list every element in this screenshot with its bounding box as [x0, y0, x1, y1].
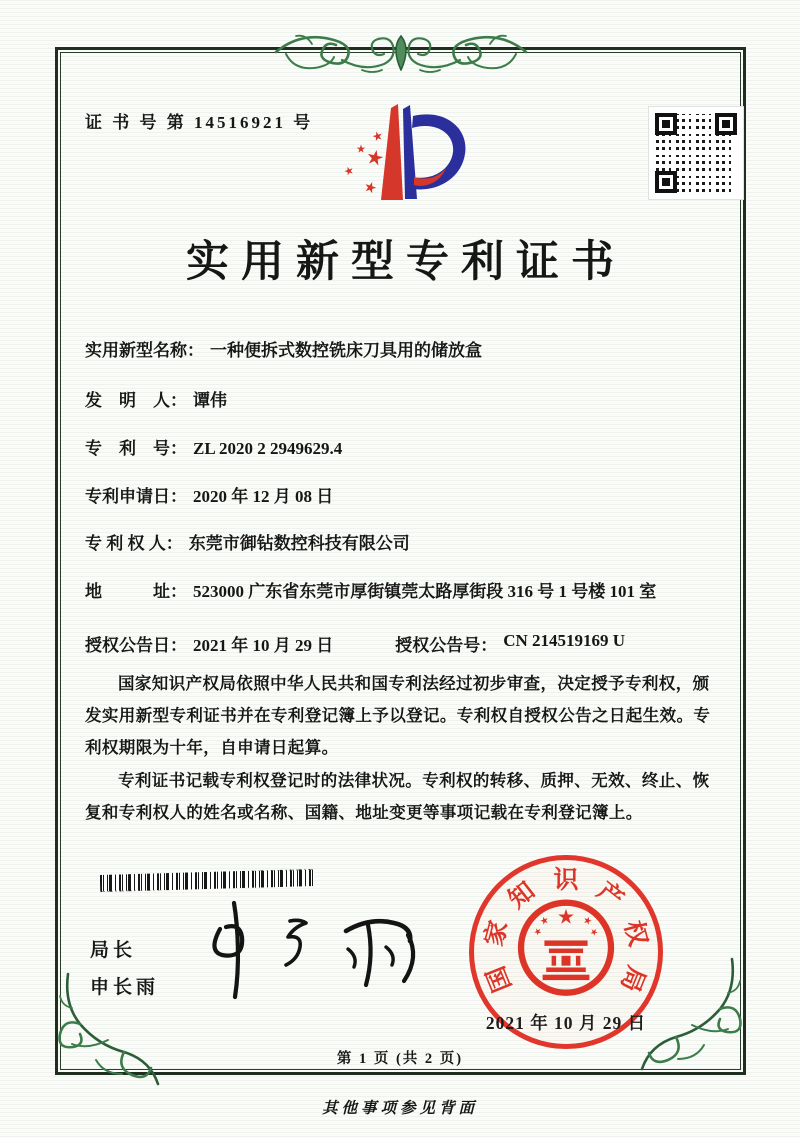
field-address: [85, 579, 725, 605]
national-emblem-icon: [512, 894, 620, 1002]
seal-char: 国: [482, 962, 517, 996]
field-value: ZL 2020 2 2949629.4: [193, 439, 343, 458]
certificate-title: 实用新型专利证书: [186, 239, 626, 286]
field-value: 2020 年 12 月 08 日: [193, 487, 334, 506]
qr-finder-top-right: [715, 113, 737, 135]
field-value: 2021 年 10 月 29 日: [193, 636, 334, 655]
seal-char: 权: [618, 917, 652, 950]
page-number: 第 1 页 (共 2 页): [336, 1051, 464, 1067]
field-application-date: [85, 484, 725, 510]
field-patent-number: [85, 436, 725, 462]
field-utility-model-name: [85, 338, 725, 364]
field-value: 东莞市御钻数控科技有限公司: [188, 534, 410, 553]
field-label: 专利申请日：: [85, 487, 187, 506]
field-inventor: [85, 388, 725, 414]
seal-char: 局: [615, 962, 650, 996]
qr-finder-top-left: [655, 113, 677, 135]
grant-info-row: [85, 631, 745, 656]
field-value: 一种便拆式数控铣床刀具用的储放盒: [210, 341, 482, 360]
field-label: 实用新型名称：: [85, 341, 204, 360]
field-label: 专 利 号：: [85, 439, 187, 458]
qr-code-modules: [656, 114, 736, 192]
field-value: 523000 广东省东莞市厚街镇莞太路厚街段 316 号 1 号楼 101 室: [193, 582, 657, 601]
seal-char: 产: [591, 877, 629, 914]
field-label: 授权公告号：: [395, 636, 498, 655]
legal-text-block: [85, 668, 719, 829]
field-grant-number: [395, 631, 625, 656]
field-label: 授权公告日：: [85, 636, 187, 655]
legal-paragraph-1: 国家知识产权局依照中华人民共和国专利法经过初步审查，决定授予专利权，颁发实用新型专利证书并在专利登记簿上予以登记。专利权自授权公告之日起生效。专利权期限为十年，自申请日起算。: [85, 674, 711, 758]
qr-code: [648, 106, 744, 200]
signatory-title: 局长: [90, 940, 137, 961]
seal-char: 知: [503, 877, 541, 914]
qr-finder-bottom-left: [655, 171, 677, 193]
field-value: CN 214519169 U: [503, 631, 626, 650]
seal-char: 识: [553, 867, 579, 894]
field-label: 地 址：: [85, 582, 187, 601]
field-grant-date: [85, 631, 333, 656]
seal-char: 家: [480, 917, 514, 950]
field-label: 发 明 人：: [85, 391, 187, 410]
official-seal: [469, 855, 663, 1049]
seal-date: 2021 年 10 月 29 日: [485, 1013, 647, 1033]
field-label: 专 利 权 人：: [85, 534, 183, 553]
field-patentee: [85, 531, 725, 557]
signatory-name: 申长雨: [90, 977, 160, 998]
back-note: 其他事项参见背面: [321, 1100, 478, 1117]
legal-paragraph-2: 专利证书记载专利权登记时的法律状况。专利权的转移、质押、无效、终止、恢复和专利权人的姓名或名称、国籍、地址变更等事项记载在专利登记簿上。: [85, 770, 710, 822]
field-value: 谭伟: [193, 391, 227, 410]
cnipa-logo-icon: [325, 92, 475, 218]
handwritten-signature: [198, 893, 438, 1005]
certificate-number: 证 书 号 第 14516921 号: [85, 113, 314, 132]
